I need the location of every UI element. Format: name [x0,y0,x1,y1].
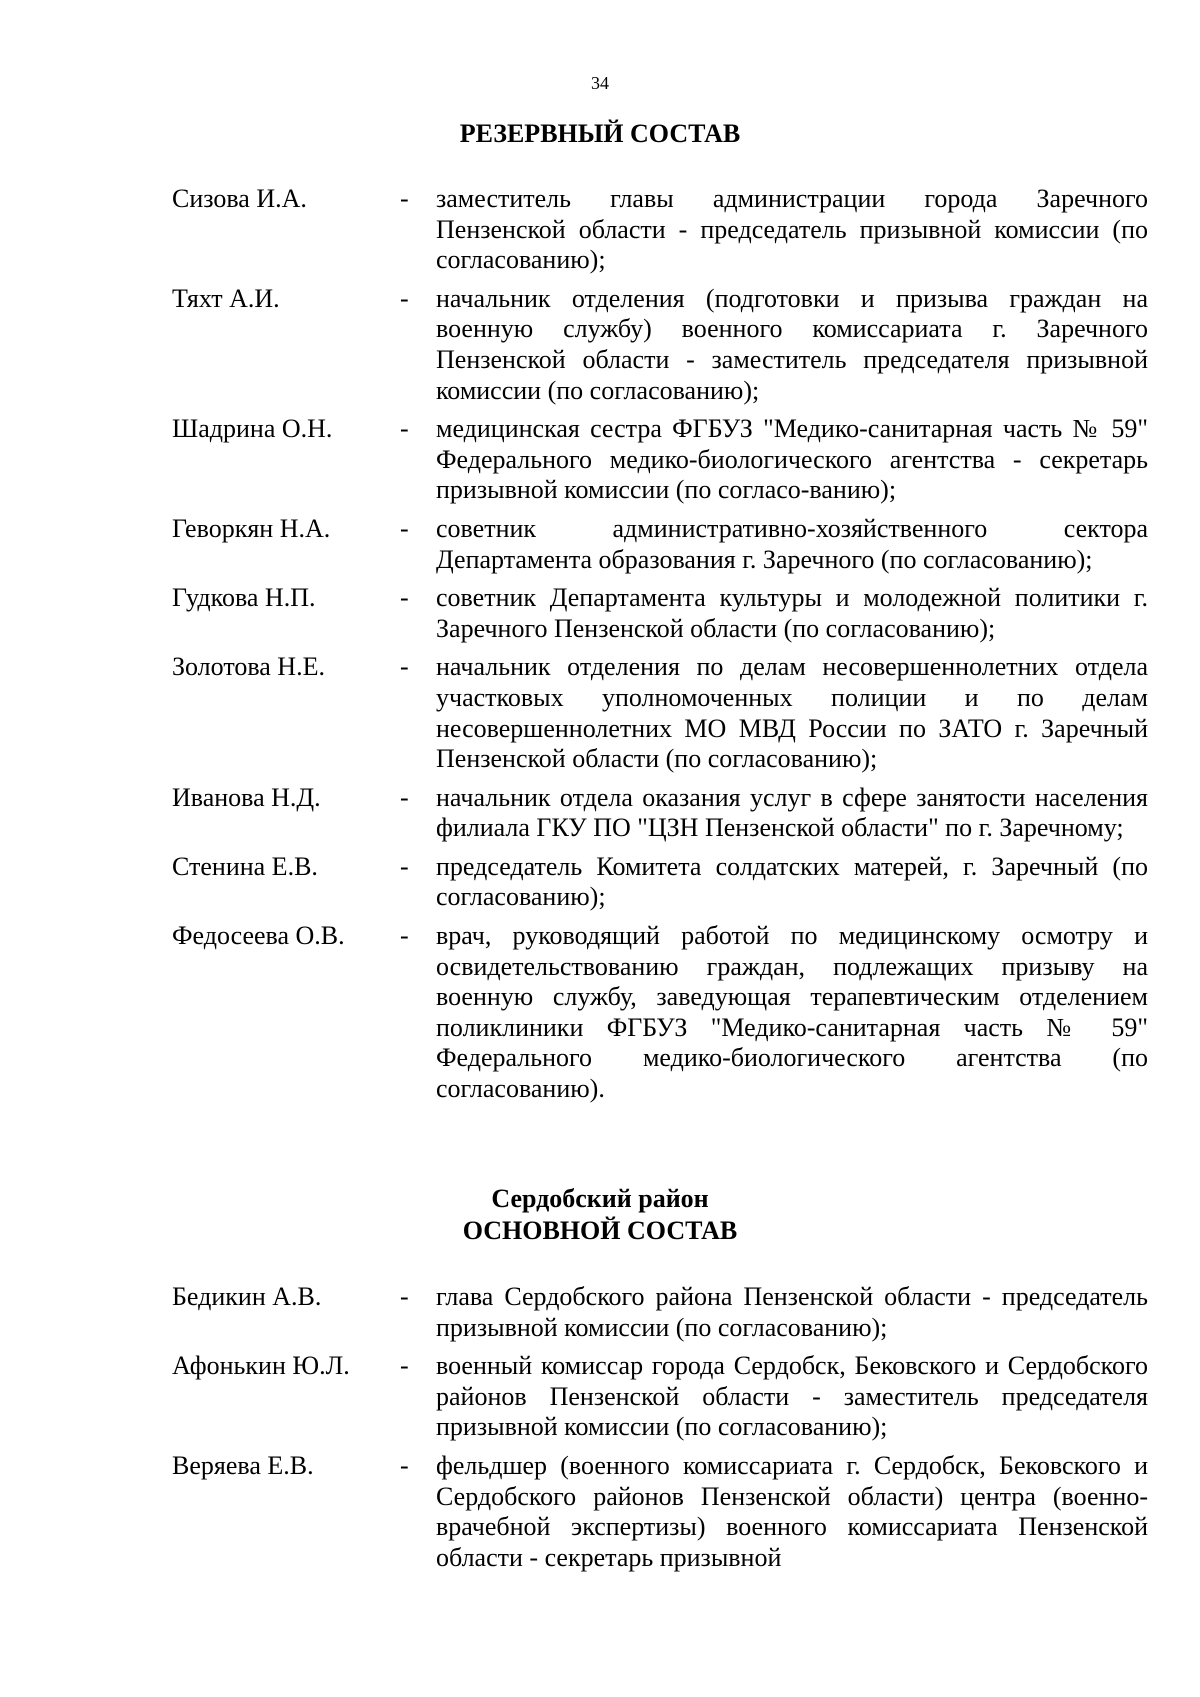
member-role: советник Департамента культуры и молодежной политики г. Заречного Пензенской области (по согласованию); [436,583,1148,643]
member-dash: - [400,921,409,951]
member-name: Тяхт А.И. [172,283,280,313]
main-section-heading: ОСНОВНОЙ СОСТАВ [462,1216,738,1245]
member-dash: - [400,851,409,881]
member-name: Гудкова Н.П. [172,583,316,613]
member-role: заместитель главы администрации города Заречного Пензенской области - председатель призывной комиссии (по согласованию); [436,184,1148,275]
member-name: Веряева Е.В. [172,1450,314,1480]
member-role: начальник отделения (подготовки и призыва граждан на военную службу) военного комиссариата г. Заречного Пензенской области - заместитель председателя призывной комиссии (по согласованию); [436,283,1148,405]
member-name: Золотова Н.Е. [172,652,325,682]
member-role: военный комиссар города Сердобск, Бековского и Сердобского районов Пензенской области - заместитель председателя призывной комиссии (по согласованию); [436,1351,1148,1442]
member-entry [172,184,1148,276]
member-dash: - [400,652,409,682]
member-name: Стенина Е.В. [172,851,318,881]
member-role: начальник отдела оказания услуг в сфере занятости населения филиала ГКУ ПО "ЦЗН Пензенской области" по г. Заречному; [436,782,1148,843]
member-dash: - [400,414,409,444]
member-entry [172,414,1148,506]
member-name: Шадрина О.Н. [172,414,333,444]
member-entry [172,921,1148,1105]
member-role: начальник отделения по делам несовершеннолетних отдела участковых уполномоченных полиции и по делам несовершеннолетних МО МВД России по ЗАТО г. Заречный Пензенской области (по согласованию); [436,652,1148,774]
member-name: Сизова И.А. [172,184,307,213]
member-entry [172,652,1148,774]
member-role: врач, руководящий работой по медицинскому осмотру и освидетельствованию граждан, подлежащих призыву на военную службу, заведующая терапевтическим отделением поликлиники ФГБУЗ "Медико-санитарная часть № 59" Федерального медико-биологического агентства (по согласованию). [436,921,1148,1104]
member-entry [172,852,1148,913]
main-members-list [172,1282,1148,1581]
member-name: Федосеева О.В. [172,921,345,951]
member-name: Бедикин А.В. [172,1282,322,1311]
member-entry [172,583,1148,644]
member-entry [172,1351,1148,1443]
member-dash: - [400,583,409,613]
member-dash: - [400,1282,409,1311]
member-dash: - [400,184,409,213]
member-entry [172,284,1148,406]
member-role: фельдшер (военного комиссариата г. Сердобск, Бековского и Сердобского районов Пензенской области) центра (военно-врачебной экспертизы) военного комиссариата Пензенской области - секретарь призывной [436,1450,1148,1572]
district-title: Сердобский район [491,1184,709,1213]
member-dash: - [400,283,409,313]
member-role: глава Сердобского района Пензенской области - председатель призывной комиссии (по согласованию); [436,1282,1148,1342]
member-dash: - [400,1351,409,1381]
member-name: Афонькин Ю.Л. [172,1351,350,1381]
reserve-members-list [172,184,1148,1113]
member-entry [172,1282,1148,1343]
member-role: председатель Комитета солдатских матерей, г. Заречный (по согласованию); [436,851,1148,912]
member-entry [172,783,1148,844]
member-entry [172,514,1148,575]
member-dash: - [400,1450,409,1480]
member-role: медицинская сестра ФГБУЗ "Медико-санитарная часть № 59" Федерального медико-биологического агентства - секретарь призывной комиссии (по согласо-ванию); [436,414,1148,505]
member-name: Иванова Н.Д. [172,782,321,812]
reserve-section-heading: РЕЗЕРВНЫЙ СОСТАВ [459,119,741,148]
member-entry [172,1451,1148,1573]
member-role: советник административно-хозяйственного сектора Департамента образования г. Заречного (по согласованию); [436,513,1148,574]
member-dash: - [400,782,409,812]
member-name: Геворкян Н.А. [172,513,331,543]
page-number: 34 [591,73,609,93]
member-dash: - [400,513,409,543]
